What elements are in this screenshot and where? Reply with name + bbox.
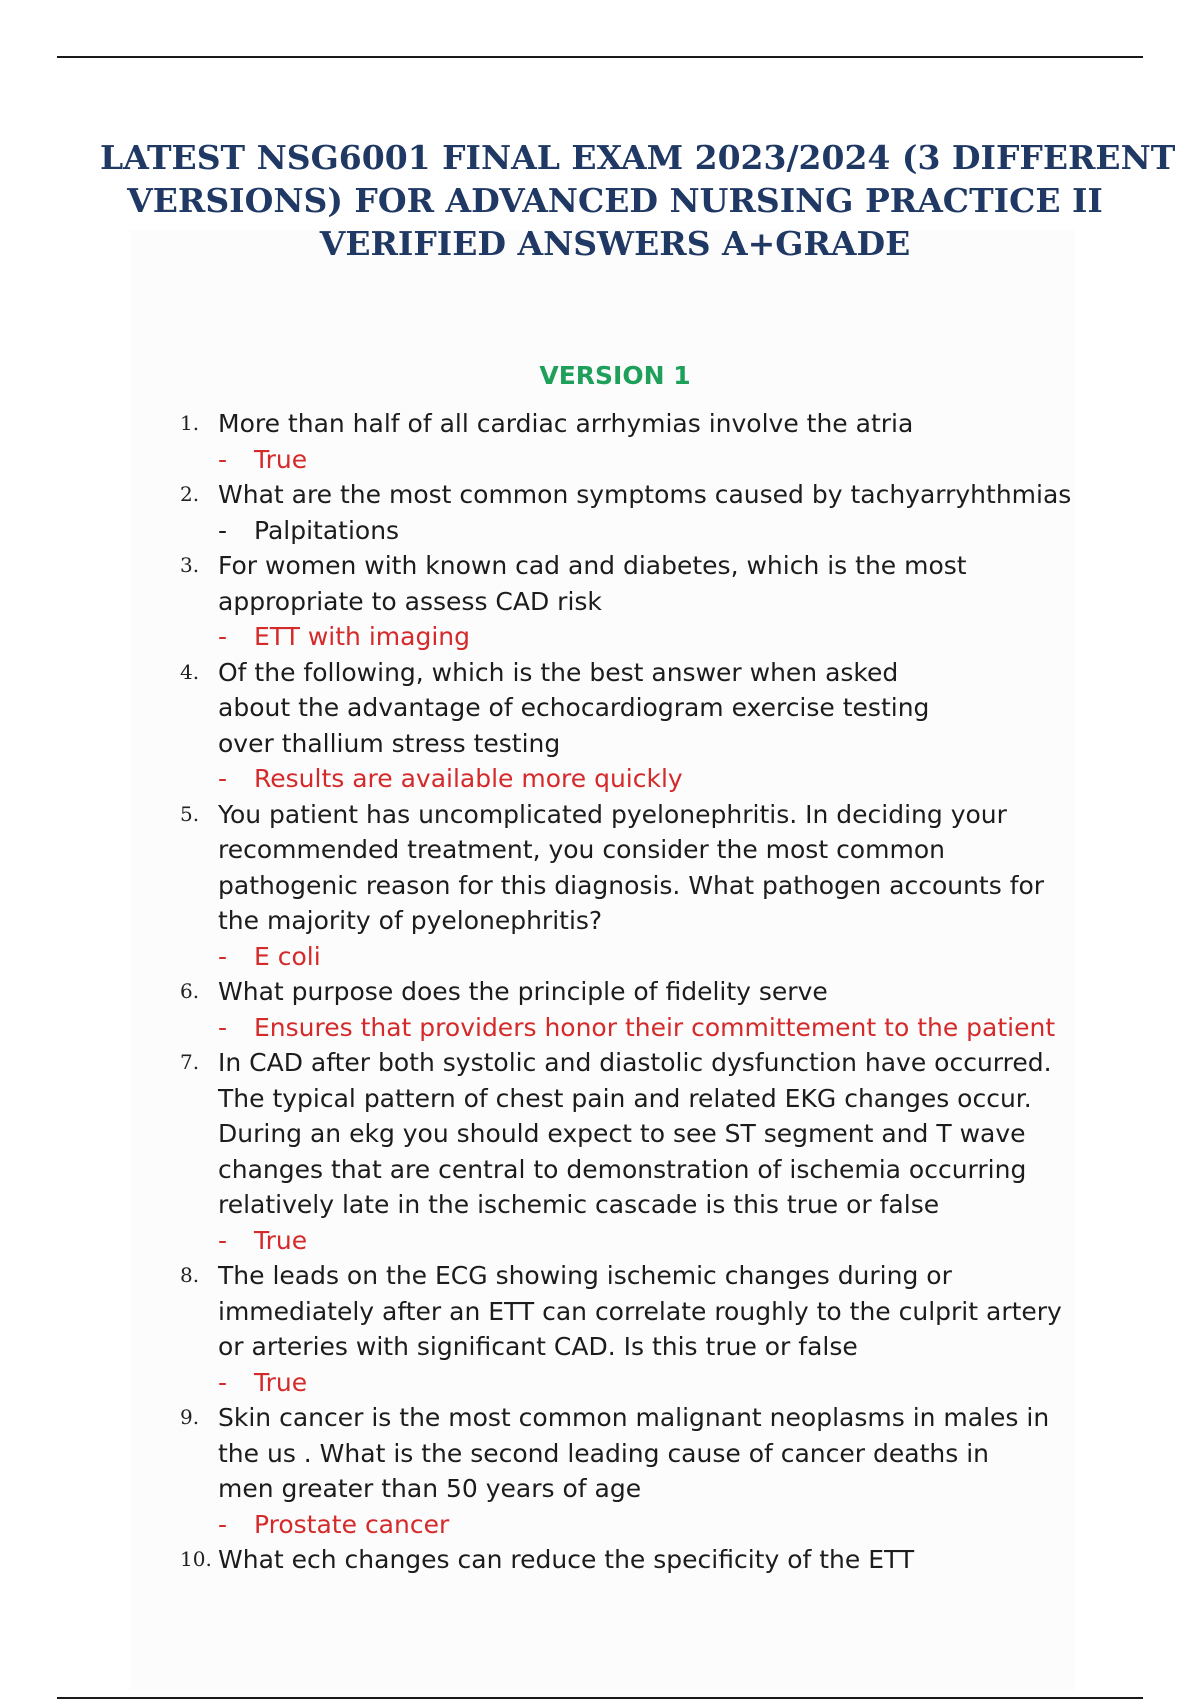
answer-bullet: - — [218, 941, 228, 971]
top-rule — [57, 56, 1143, 58]
question-item — [180, 548, 1080, 655]
question-text: Skin cancer is the most common malignant neoplasms in males in the us . What is the second leading cause of cancer deaths in men greater than 50 years of age — [218, 1403, 1050, 1503]
answer-bullet: - — [218, 444, 228, 474]
question-number: 3. — [180, 553, 200, 577]
question-number: 10. — [180, 1547, 212, 1571]
question-item — [180, 406, 1080, 477]
question-item — [180, 1045, 1080, 1258]
answer-line — [218, 761, 1080, 797]
question-text: What are the most common symptoms caused by tachyarryhthmias — [218, 480, 1072, 509]
question-text: What purpose does the principle of fidelity serve — [218, 977, 828, 1006]
title-line-3: VERIFIED ANSWERS A+GRADE — [319, 224, 911, 263]
answer-line — [218, 1010, 1080, 1046]
question-item — [180, 1400, 1080, 1542]
version-heading: VERSION 1 — [539, 361, 691, 390]
answer-bullet: - — [218, 764, 228, 793]
question-item — [180, 797, 1080, 975]
answer-text: Results are available more quickly — [254, 764, 683, 793]
answer-line — [218, 1365, 1080, 1401]
question-number: 4. — [180, 659, 200, 684]
answer-text: E coli — [254, 941, 321, 971]
question-text: For women with known cad and diabetes, which is the most appropriate to assess CAD risk — [218, 551, 967, 616]
question-text: The leads on the ECG showing ischemic changes during or immediately after an ETT can correlate roughly to the culprit artery or arteries with significant CAD. Is this true or false — [218, 1261, 1062, 1361]
answer-text: True — [254, 1225, 308, 1255]
question-item — [180, 655, 1080, 797]
answer-text: Prostate cancer — [254, 1509, 450, 1539]
answer-text: True — [254, 444, 308, 474]
title-line-1: LATEST NSG6001 FINAL EXAM 2023/2024 (3 DIFFERENT — [100, 138, 1176, 177]
question-item — [180, 1258, 1080, 1400]
question-item — [180, 477, 1080, 548]
answer-text: True — [254, 1367, 308, 1397]
answer-line — [218, 513, 1080, 549]
question-list — [180, 406, 1080, 1578]
answer-bullet: - — [218, 1509, 228, 1539]
question-item — [180, 1542, 1080, 1578]
question-text: What ech changes can reduce the specificity of the ETT — [218, 1545, 915, 1574]
answer-bullet: - — [218, 1367, 228, 1397]
answer-text: Palpitations — [254, 515, 400, 545]
question-item — [180, 974, 1080, 1045]
answer-line — [218, 1507, 1080, 1543]
question-number: 1. — [180, 411, 200, 435]
question-number: 7. — [180, 1050, 200, 1074]
bottom-rule — [57, 1697, 1143, 1699]
question-number: 5. — [180, 801, 200, 826]
document-title — [100, 136, 1176, 265]
question-number: 9. — [180, 1405, 200, 1429]
question-text: More than half of all cardiac arrhymias involve the atria — [218, 409, 914, 438]
answer-text: Ensures that providers honor their committement to the patient — [254, 1012, 1056, 1042]
answer-bullet: - — [218, 622, 228, 651]
answer-text: ETT with imaging — [254, 622, 470, 651]
question-text: Of the following, which is the best answer when asked about the advantage of echocardiogram exercise testing over thallium stress testing — [218, 657, 930, 758]
answer-bullet: - — [218, 515, 228, 545]
answer-line — [218, 939, 1080, 975]
question-text: You patient has uncomplicated pyelonephritis. In deciding your recommended treatment, you consider the most common pathogenic reason for this diagnosis. What pathogen accounts for the majority of pyelonephritis? — [218, 799, 1045, 935]
question-number: 6. — [180, 979, 200, 1003]
title-line-2: VERSIONS) FOR ADVANCED NURSING PRACTICE II — [127, 181, 1103, 220]
answer-line — [218, 619, 1080, 655]
answer-bullet: - — [218, 1012, 228, 1042]
answer-line — [218, 442, 1080, 478]
question-number: 2. — [180, 482, 200, 506]
answer-bullet: - — [218, 1225, 228, 1255]
question-text: In CAD after both systolic and diastolic dysfunction have occurred. The typical pattern of chest pain and related EKG changes occur. During an ekg you should expect to see ST segment and T wave changes that are central to demonstration of ischemia occurring relatively late in the ischemic cascade is this true or false — [218, 1048, 1052, 1219]
answer-line — [218, 1223, 1080, 1259]
question-number: 8. — [180, 1263, 200, 1287]
